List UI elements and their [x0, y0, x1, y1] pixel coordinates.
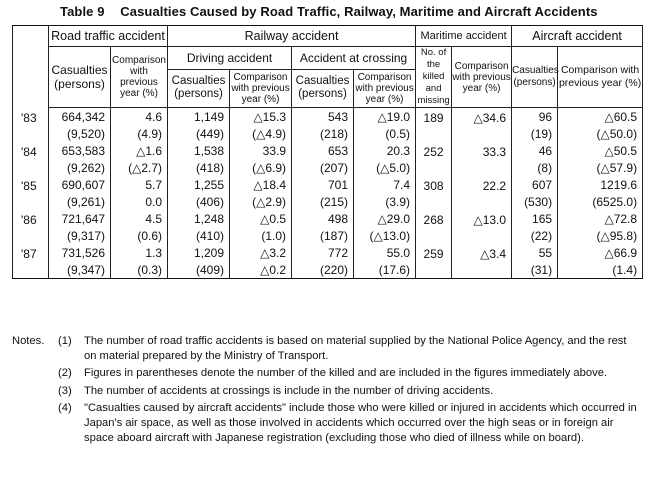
year-cell: '85 — [13, 176, 49, 210]
crossing-killed-value: (207) — [292, 159, 354, 176]
table-row — [13, 142, 643, 159]
maritime-killed-value: 308 — [416, 176, 452, 210]
driving-comparison-value: △0.5 — [230, 210, 292, 227]
crossing-killed-value: (220) — [292, 261, 354, 279]
driving-casualties-value: 1,538 — [168, 142, 230, 159]
note-text: Figures in parentheses denote the number of the killed and are included in the figures immediately above. — [84, 367, 608, 380]
year-cell: '87 — [13, 244, 49, 279]
note-text: The number of accidents at crossings is include in the number of driving accidents. — [84, 384, 494, 397]
table-row-killed — [13, 159, 643, 176]
road-casualties-value: 721,647 — [49, 210, 111, 227]
road-killed-value: (9,317) — [49, 227, 111, 244]
crossing-casualties-header: Casualties (persons) — [292, 69, 354, 107]
note-number: (3) — [58, 384, 72, 397]
aircraft-comparison-value: △72.8 — [558, 210, 643, 227]
driving-casualties-value: 1,149 — [168, 108, 230, 126]
road-killed-value: (9,520) — [49, 125, 111, 142]
note-item — [12, 401, 642, 445]
driving-casualties-value: 1,209 — [168, 244, 230, 261]
table-title-text: Casualties Caused by Road Traffic, Railway, Maritime and Aircraft Accidents — [120, 4, 598, 19]
driving-killed-value: (449) — [168, 125, 230, 142]
aircraft-comparison-value: △50.5 — [558, 142, 643, 159]
driving-casualties-value: 1,248 — [168, 210, 230, 227]
maritime-killed-value: 252 — [416, 142, 452, 176]
crossing-killed-value: (218) — [292, 125, 354, 142]
driving-casualties-header: Casualties (persons) — [168, 69, 230, 107]
crossing-casualties-value: 701 — [292, 176, 354, 193]
note-item — [12, 384, 642, 399]
aircraft-casualties-value: 96 — [512, 108, 558, 126]
maritime-killed-value: 259 — [416, 244, 452, 279]
driving-killed-comparison-value: (△6.9) — [230, 159, 292, 176]
table-row-killed — [13, 125, 643, 142]
driving-comparison-value: △18.4 — [230, 176, 292, 193]
driving-killed-value: (410) — [168, 227, 230, 244]
crossing-comparison-value: △19.0 — [354, 108, 416, 126]
road-killed-value: (9,262) — [49, 159, 111, 176]
table-row — [13, 244, 643, 261]
road-killed-comparison-value: (0.6) — [111, 227, 168, 244]
crossing-comparison-value: △29.0 — [354, 210, 416, 227]
table-row — [13, 176, 643, 193]
crossing-casualties-value: 772 — [292, 244, 354, 261]
road-comparison-header: Comparison with previous year (%) — [111, 47, 168, 108]
driving-killed-comparison-value: △0.2 — [230, 261, 292, 279]
road-casualties-value: 731,526 — [49, 244, 111, 261]
aircraft-killed-value: (22) — [512, 227, 558, 244]
driving-killed-value: (406) — [168, 193, 230, 210]
road-comparison-value: 4.5 — [111, 210, 168, 227]
year-cell: '84 — [13, 142, 49, 176]
notes-section — [12, 334, 642, 448]
aircraft-killed-value: (8) — [512, 159, 558, 176]
road-casualties-value: 664,342 — [49, 108, 111, 126]
driving-comparison-value: 33.9 — [230, 142, 292, 159]
table-row-killed — [13, 193, 643, 210]
road-killed-comparison-value: (4.9) — [111, 125, 168, 142]
year-cell: '83 — [13, 108, 49, 143]
year-header-cell — [13, 26, 49, 108]
aircraft-casualties-header: Casualties (persons) — [512, 47, 558, 108]
table-number: Table 9 — [60, 4, 105, 19]
crossing-casualties-value: 498 — [292, 210, 354, 227]
road-casualties-value: 690,607 — [49, 176, 111, 193]
crossing-killed-comparison-value: (17.6) — [354, 261, 416, 279]
driving-casualties-value: 1,255 — [168, 176, 230, 193]
road-comparison-value: 5.7 — [111, 176, 168, 193]
year-cell: '86 — [13, 210, 49, 244]
note-item — [12, 366, 642, 381]
casualties-table — [12, 25, 643, 279]
aircraft-casualties-value: 46 — [512, 142, 558, 159]
maritime-killed-value: 268 — [416, 210, 452, 244]
road-killed-value: (9,347) — [49, 261, 111, 279]
aircraft-killed-comparison-value: (6525.0) — [558, 193, 643, 210]
aircraft-comparison-header: Comparison with previous year (%) — [558, 47, 643, 108]
crossing-comparison-value: 55.0 — [354, 244, 416, 261]
note-item — [12, 334, 642, 363]
driving-comparison-value: △3.2 — [230, 244, 292, 261]
road-casualties-header: Casualties (persons) — [49, 47, 111, 108]
note-number: (1) — [58, 335, 72, 347]
note-number: (4) — [58, 402, 72, 415]
driving-killed-comparison-value: (△2.9) — [230, 193, 292, 210]
aircraft-header: Aircraft accident — [512, 26, 643, 47]
aircraft-killed-value: (530) — [512, 193, 558, 210]
aircraft-comparison-value: △60.5 — [558, 108, 643, 126]
notes-label: Notes. — [12, 335, 45, 347]
driving-comparison-header: Comparison with previous year (%) — [230, 69, 292, 107]
aircraft-killed-value: (31) — [512, 261, 558, 279]
maritime-comparison-value: △34.6 — [452, 108, 512, 143]
crossing-comparison-value: 7.4 — [354, 176, 416, 193]
aircraft-comparison-value: △66.9 — [558, 244, 643, 261]
note-text: The number of road traffic accidents is based on material supplied by the National Police Agency, and the rest on material prepared by the Ministry of Transport. — [84, 335, 627, 362]
road-killed-comparison-value: (0.3) — [111, 261, 168, 279]
maritime-comparison-header: Comparison with previous year (%) — [452, 47, 512, 108]
road-comparison-value: △1.6 — [111, 142, 168, 159]
aircraft-killed-comparison-value: (△57.9) — [558, 159, 643, 176]
crossing-killed-comparison-value: (0.5) — [354, 125, 416, 142]
aircraft-killed-comparison-value: (△50.0) — [558, 125, 643, 142]
table-title — [60, 4, 640, 19]
aircraft-comparison-value: 1219.6 — [558, 176, 643, 193]
crossing-accident-header: Accident at crossing — [292, 47, 416, 70]
aircraft-killed-comparison-value: (1.4) — [558, 261, 643, 279]
maritime-killed-value: 189 — [416, 108, 452, 143]
crossing-killed-comparison-value: (△13.0) — [354, 227, 416, 244]
aircraft-killed-value: (19) — [512, 125, 558, 142]
crossing-killed-comparison-value: (3.9) — [354, 193, 416, 210]
aircraft-casualties-value: 165 — [512, 210, 558, 227]
maritime-comparison-value: 33.3 — [452, 142, 512, 176]
driving-comparison-value: △15.3 — [230, 108, 292, 126]
crossing-killed-comparison-value: (△5.0) — [354, 159, 416, 176]
aircraft-killed-comparison-value: (△95.8) — [558, 227, 643, 244]
aircraft-casualties-value: 607 — [512, 176, 558, 193]
note-number: (2) — [58, 367, 72, 380]
maritime-comparison-value: 22.2 — [452, 176, 512, 210]
maritime-killed-missing-header: No. of the killed and missing — [417, 47, 450, 106]
note-text: "Casualties caused by aircraft accidents" include those who were killed or injured in accidents which occurred in Japan's air space, as well as those involved in accidents which occurred over the high seas or in foreign air space aboard aircraft with Japanese registration (excluding those who died of illness while on board). — [84, 402, 637, 444]
table-body — [13, 108, 643, 279]
maritime-header: Maritime accident — [416, 26, 512, 47]
driving-killed-comparison-value: (1.0) — [230, 227, 292, 244]
driving-accident-header: Driving accident — [168, 47, 292, 70]
maritime-comparison-value: △13.0 — [452, 210, 512, 244]
crossing-casualties-value: 543 — [292, 108, 354, 126]
table-row-killed — [13, 261, 643, 279]
table-row — [13, 108, 643, 126]
crossing-comparison-header: Comparison with previous year (%) — [354, 69, 416, 107]
aircraft-casualties-value: 55 — [512, 244, 558, 261]
table-row — [13, 210, 643, 227]
table-row-killed — [13, 227, 643, 244]
road-killed-comparison-value: (△2.7) — [111, 159, 168, 176]
road-comparison-value: 1.3 — [111, 244, 168, 261]
driving-killed-value: (418) — [168, 159, 230, 176]
crossing-casualties-value: 653 — [292, 142, 354, 159]
driving-killed-comparison-value: (△4.9) — [230, 125, 292, 142]
road-casualties-value: 653,583 — [49, 142, 111, 159]
railway-header: Railway accident — [168, 26, 416, 47]
crossing-comparison-value: 20.3 — [354, 142, 416, 159]
road-traffic-header: Road traffic accident — [49, 26, 168, 47]
crossing-killed-value: (215) — [292, 193, 354, 210]
road-comparison-value: 4.6 — [111, 108, 168, 126]
road-killed-comparison-value: 0.0 — [111, 193, 168, 210]
driving-killed-value: (409) — [168, 261, 230, 279]
road-killed-value: (9,261) — [49, 193, 111, 210]
crossing-killed-value: (187) — [292, 227, 354, 244]
maritime-comparison-value: △3.4 — [452, 244, 512, 279]
